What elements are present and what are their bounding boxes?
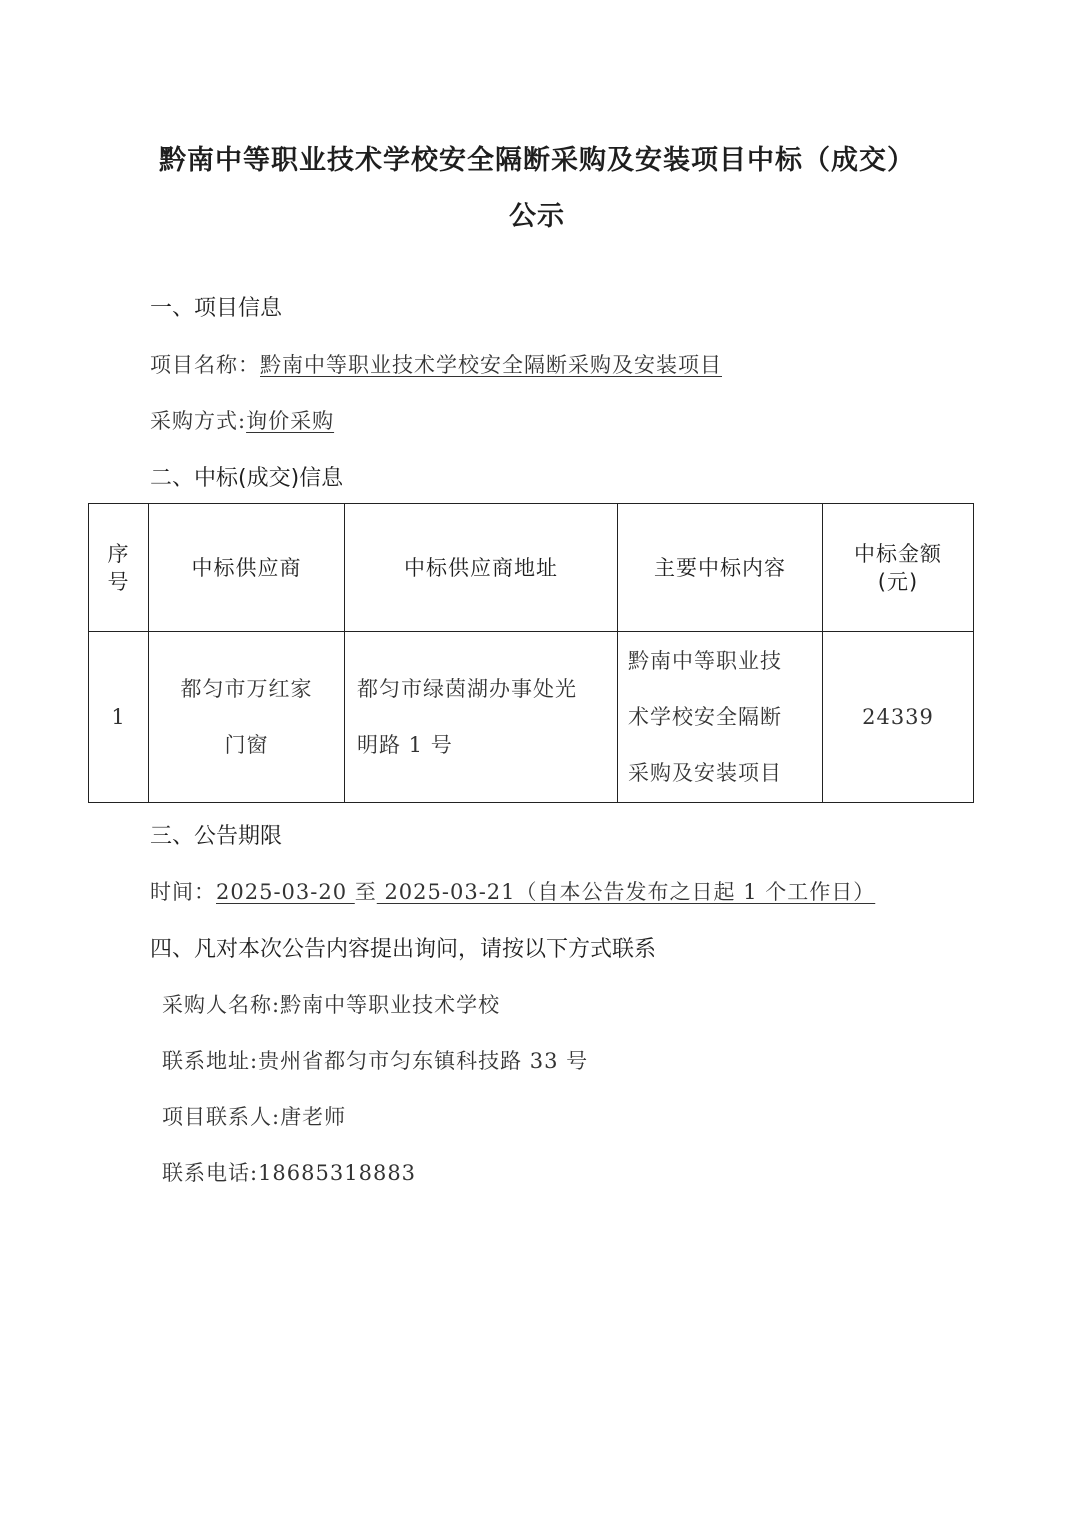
document-title-line2: 公示 xyxy=(509,201,565,232)
start-date: 2025-03-20 xyxy=(216,880,355,904)
notice-period-line xyxy=(150,876,875,906)
table-header-row xyxy=(89,504,974,632)
header-supplier-address: 中标供应商地址 xyxy=(345,504,618,632)
procurement-method-value: 询价采购 xyxy=(246,409,335,433)
project-name-value: 黔南中等职业技术学校安全隔断采购及安装项目 xyxy=(260,353,722,377)
table-row xyxy=(89,632,974,803)
contact-address-line: 联系地址:贵州省都匀市匀东镇科技路 33 号 xyxy=(162,1049,589,1073)
section-heading-project-info: 一、项目信息 xyxy=(150,296,283,321)
section-heading-notice-period: 三、公告期限 xyxy=(150,824,283,849)
contact-person-line: 项目联系人:唐老师 xyxy=(162,1105,347,1129)
cell-supplier-address: 都匀市绿茵湖办事处光 明路 1 号 xyxy=(345,632,618,803)
award-table xyxy=(88,503,974,803)
to-text: 至 xyxy=(354,880,377,904)
header-supplier: 中标供应商 xyxy=(149,504,345,632)
cell-supplier: 都匀市万红家 门窗 xyxy=(149,632,345,803)
header-seq: 序 号 xyxy=(89,504,149,632)
end-date-text: 2025-03-21（自本公告发布之日起 1 个工作日） xyxy=(376,880,876,904)
time-label: 时间： xyxy=(150,880,216,904)
procurement-method-label: 采购方式: xyxy=(150,409,247,433)
section-heading-contact: 四、凡对本次公告内容提出询问，请按以下方式联系 xyxy=(150,937,657,962)
buyer-name-line: 采购人名称:黔南中等职业技术学校 xyxy=(162,993,501,1017)
procurement-method-line xyxy=(150,405,334,435)
project-name-line xyxy=(150,349,722,379)
cell-award-amount: 24339 xyxy=(823,632,974,803)
section-heading-award-info: 二、中标(成交)信息 xyxy=(150,466,344,491)
header-award-amount: 中标金额 (元) xyxy=(823,504,974,632)
document-title-line1: 黔南中等职业技术学校安全隔断采购及安装项目中标（成交） xyxy=(159,145,915,176)
cell-main-content: 黔南中等职业技 术学校安全隔断 采购及安装项目 xyxy=(618,632,823,803)
contact-phone-line: 联系电话:18685318883 xyxy=(162,1161,417,1185)
header-main-content: 主要中标内容 xyxy=(618,504,823,632)
cell-seq: 1 xyxy=(89,632,149,803)
project-name-label: 项目名称： xyxy=(150,353,260,377)
